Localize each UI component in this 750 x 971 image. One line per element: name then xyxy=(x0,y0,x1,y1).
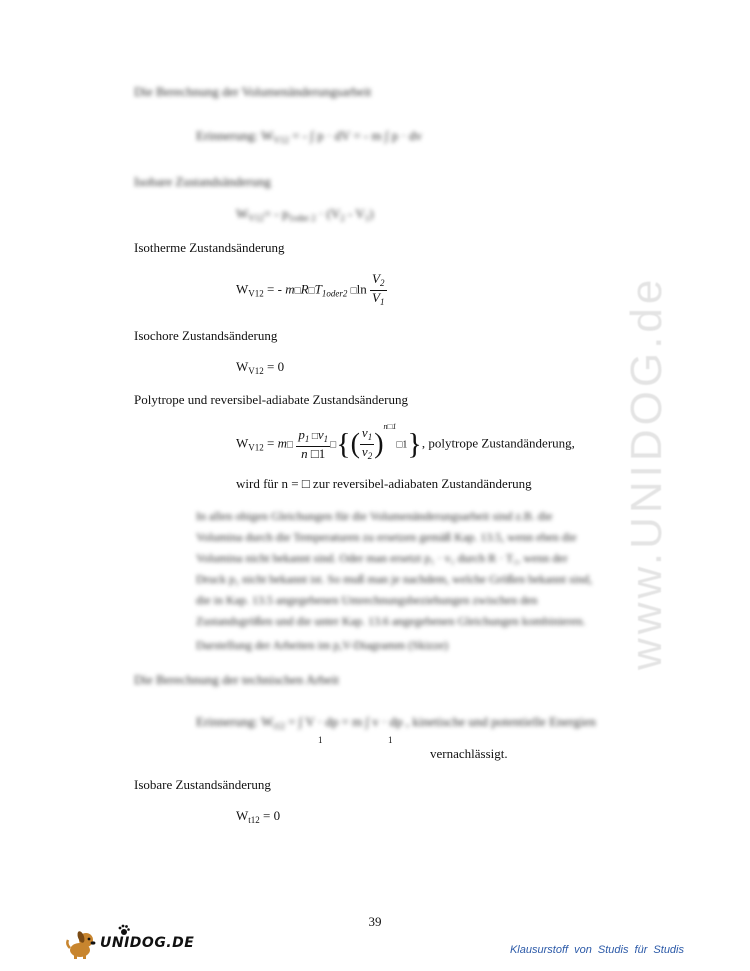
isochor-equation xyxy=(236,359,284,376)
polytrop-paren-open: ( xyxy=(350,428,360,460)
polytrop-suffix: , polytrope Zustandänderung, xyxy=(421,435,575,451)
isobar-volume-equation xyxy=(236,206,374,223)
isotherm-w-sub: V12 xyxy=(248,288,264,299)
polytrop-minus-one: □1 xyxy=(396,439,408,451)
heading-volume-work: Die Berechnung der Volumenänderungsarbeit xyxy=(134,84,372,99)
isobar-eq-close: ) xyxy=(369,206,374,221)
reminder-tech-sub: t12 xyxy=(273,721,285,731)
isobar-eq-p: = - p xyxy=(263,206,289,221)
polytrop-inner-num-sub: 1 xyxy=(367,432,373,442)
polytrop-equation xyxy=(236,422,575,463)
pv-diagram-note: Darstellung der Arbeiten im p,V-Diagramm (Skizze) xyxy=(196,638,449,652)
isobar-eq-v1-sub: 1 xyxy=(364,213,370,223)
polytrop-inner-num: v xyxy=(361,425,368,440)
reminder-vol-rest: = - ∫ p · dV = - m ∫ p · dv xyxy=(292,128,423,143)
polytrop-frac-box: □ xyxy=(309,431,318,442)
isochor-w: W xyxy=(236,359,249,374)
reminder-vol-sub: V12 xyxy=(273,135,289,145)
heading-polytrop: Polytrope und reversibel-adiabate Zustandsänderung xyxy=(134,392,408,407)
polytrop-fraction xyxy=(296,428,330,461)
heading-isotherm: Isotherme Zustandsänderung xyxy=(134,240,285,255)
page-number: 39 xyxy=(368,914,382,929)
isotherm-ln: ln xyxy=(356,281,367,297)
heading-isobar: Isobare Zustandsänderung xyxy=(134,777,271,792)
isobar-tech-rhs: = 0 xyxy=(259,808,281,823)
polytrop-inner-fraction xyxy=(360,426,374,463)
reminder-tech-label: Erinnerung: W xyxy=(196,714,274,729)
polytrop-w-sub: V12 xyxy=(248,442,264,453)
isochor-rhs: = 0 xyxy=(263,359,285,374)
polytrop-m: m xyxy=(277,435,288,451)
isotherm-fraction xyxy=(370,272,386,309)
isobar-eq-v1: - V xyxy=(348,206,365,221)
reminder-vol-label: Erinnerung: W xyxy=(196,128,274,143)
integral-lower-limit-2: 1 xyxy=(388,735,393,745)
isochor-w-sub: V12 xyxy=(248,366,264,376)
isobar-eq-p-sub: 1oder 2 xyxy=(288,213,316,223)
isobar-eq-w-sub: V12 xyxy=(248,213,264,223)
blurred-paragraph: In allen obigen Gleichungen für die Volumenänderungsarbeit sind z.B. die Volumina durch die Temperaturen zu ersetzen gemäß Kap. 13.5, wenn eben die Volumina nicht bekannt sind. Oder man ersetzt p₁ · v₁ durch R · T₁, wenn der Druck p₁ nicht bekannt ist. So muß man je nachdem, welche Größen bekannt sind, die in Kap. 13.5 angegebenen Umrechnungsbeziehungen zwischen den Zustandsgrößen und die unter Kap. 13.6 angegebenen Gleichungen kombinieren. xyxy=(196,509,593,628)
heading-isochor: Isochore Zustandsänderung xyxy=(134,328,278,343)
polytrop-eq-sign: = xyxy=(263,435,278,451)
reminder-technical-equation xyxy=(196,714,596,731)
reminder-volume-equation xyxy=(196,128,422,145)
logo-wordmark: UNIDOG.DE xyxy=(100,935,195,951)
integral-lower-limit-1: 1 xyxy=(318,735,323,745)
footer-tagline: Klausurstoff von Studis für Studis xyxy=(509,944,684,956)
isobar-technical-equation xyxy=(236,808,280,825)
isotherm-w: W xyxy=(236,281,249,297)
polytrop-box: □ xyxy=(287,439,294,451)
isobar-eq-w: W xyxy=(236,206,249,221)
polytrop-frac-p-sub: 1 xyxy=(304,434,310,444)
isobar-eq-v2: · (V xyxy=(318,206,341,221)
isotherm-box1: □ xyxy=(294,285,301,297)
unidog-logo xyxy=(66,928,195,960)
polytrop-exponent: n□1 xyxy=(383,422,397,432)
isotherm-t: T xyxy=(314,281,322,297)
isotherm-frac-den: V xyxy=(372,290,380,305)
reminder-tech-rest: = ∫ V · dp = m ∫ v · dp , kinetische und potentielle Energien xyxy=(288,714,596,729)
polytrop-brace-close: } xyxy=(407,427,422,461)
isotherm-frac-num-sub: 2 xyxy=(380,278,385,288)
isotherm-box3: □ xyxy=(350,285,357,297)
polytrop-paren-close: ) xyxy=(374,428,384,460)
dog-icon xyxy=(66,928,100,960)
heading-isobar-blurred: Isobare Zustandsänderung xyxy=(134,174,271,189)
heading-technical-work: Die Berechnung der technischen Arbeit xyxy=(134,672,340,687)
isotherm-frac-den-sub: 1 xyxy=(380,297,385,307)
technical-tail: vernachlässigt. xyxy=(430,746,508,761)
polytrop-frac-n: n xyxy=(301,446,308,461)
polytrop-frac-v: v xyxy=(317,427,324,442)
isotherm-box2: □ xyxy=(308,285,315,297)
polytrop-inner-den: v xyxy=(361,444,368,459)
polytrop-w: W xyxy=(236,435,249,451)
isobar-eq-v2-sub: 2 xyxy=(340,213,345,223)
polytrop-box2: □ xyxy=(330,439,337,451)
isobar-tech-w-sub: t12 xyxy=(248,815,260,825)
polytrop-frac-v-sub: 1 xyxy=(323,434,329,444)
isotherm-eq-sign: = - xyxy=(263,281,286,297)
isobar-tech-w: W xyxy=(236,808,249,823)
isotherm-m: m xyxy=(285,281,295,297)
polytrop-inner-den-sub: 2 xyxy=(367,451,373,461)
isotherm-equation xyxy=(236,272,387,309)
isotherm-r: R xyxy=(300,281,309,297)
watermark: www.UNIDOG.de xyxy=(622,275,671,670)
polytrop-brace-open: { xyxy=(336,427,351,461)
polytrop-note: wird für n = □ zur reversibel-adiabaten Zustandänderung xyxy=(236,476,532,491)
isotherm-frac-num: V xyxy=(372,271,380,286)
isotherm-t-sub: 1oder2 xyxy=(321,288,348,299)
polytrop-frac-p: p xyxy=(298,427,305,442)
polytrop-frac-n-rest: □1 xyxy=(307,446,326,461)
